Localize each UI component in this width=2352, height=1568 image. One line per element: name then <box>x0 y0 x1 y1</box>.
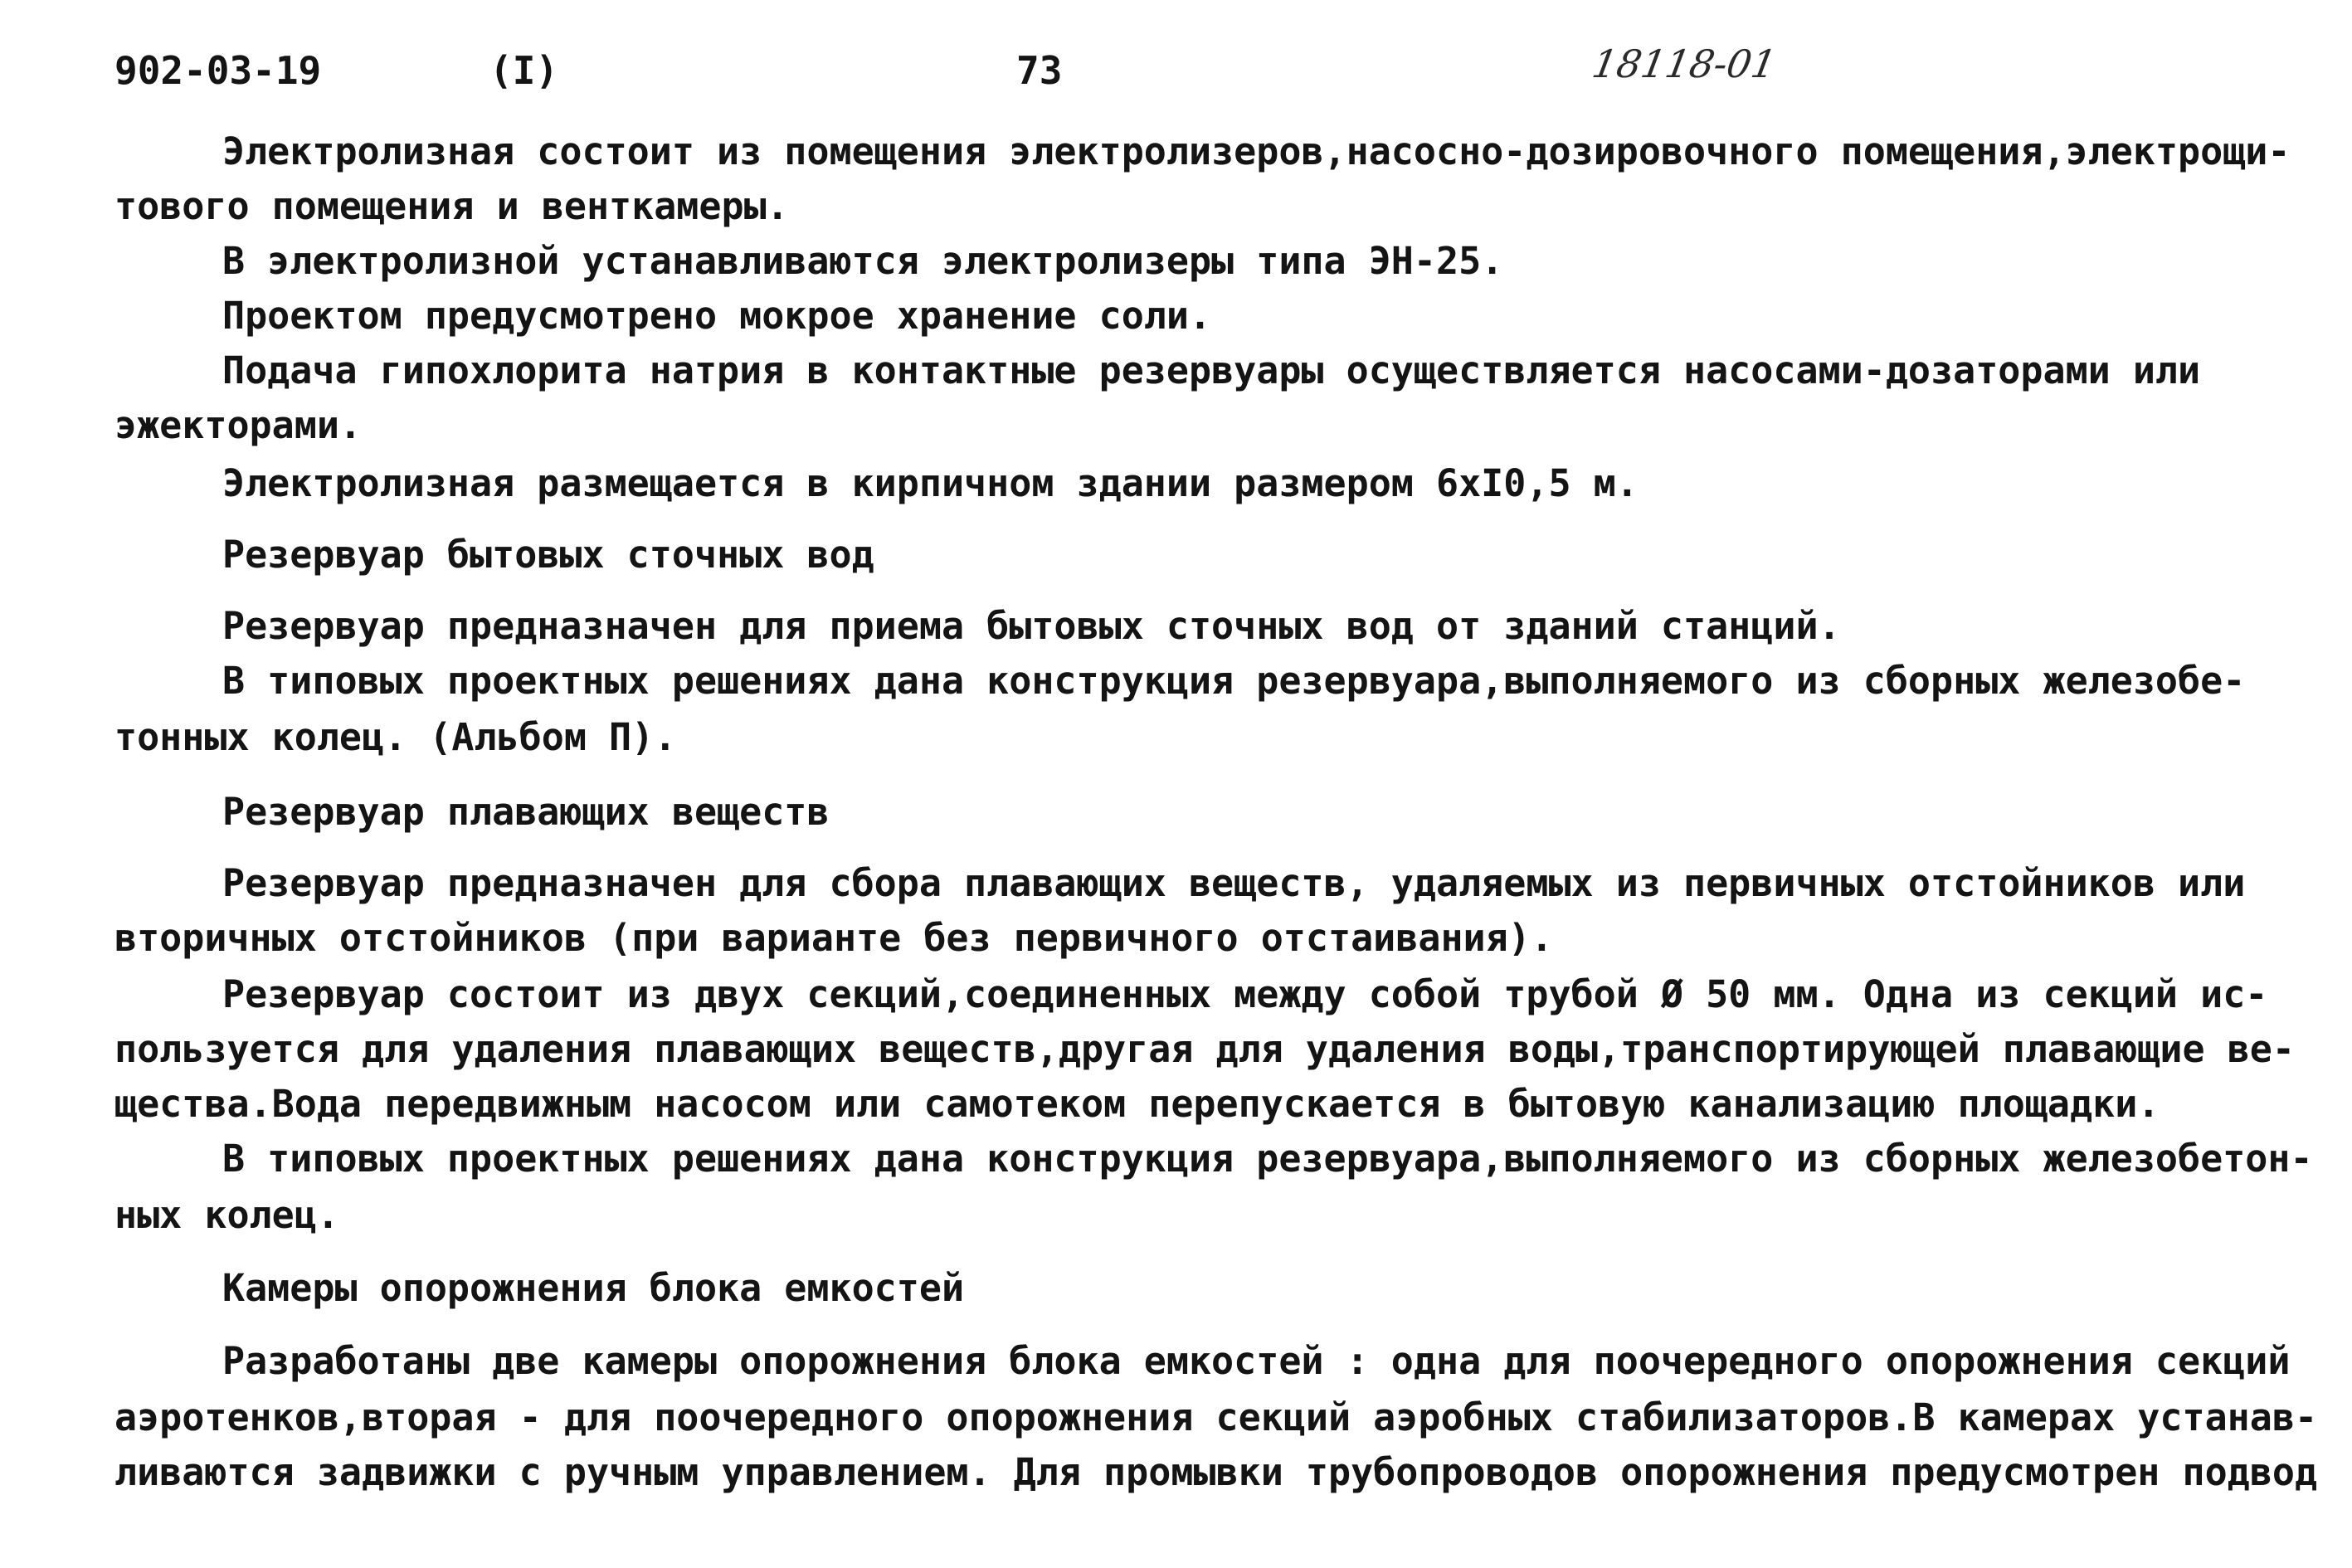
text-line: щества.Вода передвижным насосом или самотеком перепускается в бытовую канализацию площадки. <box>114 1082 2160 1126</box>
text-line: Резервуар предназначен для приема бытовых сточных вод от зданий станций. <box>222 604 1841 648</box>
text-line: аэротенков,вторая - для поочередного опорожнения секций аэробных стабилизаторов.В камерах устанав- <box>114 1395 2318 1439</box>
text-line: тового помещения и венткамеры. <box>114 184 789 228</box>
text-line: вторичных отстойников (при варианте без первичного отстаивания). <box>114 916 1553 960</box>
text-line: Электролизная состоит из помещения электролизеров,насосно-дозировочного помещения,электрощи- <box>222 129 2291 173</box>
text-line: ных колец. <box>114 1193 339 1237</box>
doc-code: 902-03-19 <box>114 48 322 93</box>
text-line: Резервуар состоит из двух секций,соединенных между собой трубой Ø 50 мм. Одна из секций ис- <box>222 972 2268 1016</box>
text-line: Резервуар предназначен для сбора плавающих веществ, удаляемых из первичных отстойников или <box>222 861 2246 905</box>
text-line: эжекторами. <box>114 403 363 447</box>
volume-number: (I) <box>489 48 559 93</box>
page-number: 73 <box>1016 48 1063 93</box>
text-line: Проектом предусмотрено мокрое хранение соли. <box>222 294 1212 338</box>
text-line: В электролизной устанавливаются электролизеры типа ЭН-25. <box>222 239 1504 283</box>
text-line: Разработаны две камеры опорожнения блока емкостей : одна для поочередного опорожнения секций <box>222 1339 2291 1383</box>
handwritten-stamp: 18118-01 <box>1589 41 1780 86</box>
text-line: В типовых проектных решениях дана конструкция резервуара,выполняемого из сборных железобетон- <box>222 1137 2313 1181</box>
text-line: Электролизная размещается в кирпичном здании размером 6хI0,5 м. <box>222 461 1639 505</box>
section-heading: Камеры опорожнения блока емкостей <box>222 1266 965 1310</box>
section-heading: Резервуар бытовых сточных вод <box>222 533 874 577</box>
text-line: ливаются задвижки с ручным управлением. Для промывки трубопроводов опорожнения предусмотрен подвод <box>114 1450 2318 1494</box>
section-heading: Резервуар плавающих веществ <box>222 790 830 834</box>
text-line: В типовых проектных решениях дана конструкция резервуара,выполняемого из сборных железобе- <box>222 659 2246 703</box>
text-line: Подача гипохлорита натрия в контактные резервуары осуществляется насосами-дозаторами или <box>222 348 2201 392</box>
text-line: тонных колец. (Альбом П). <box>114 715 677 759</box>
text-line: пользуется для удаления плавающих веществ,другая для удаления воды,транспортирующей плавающие ве- <box>114 1027 2295 1071</box>
